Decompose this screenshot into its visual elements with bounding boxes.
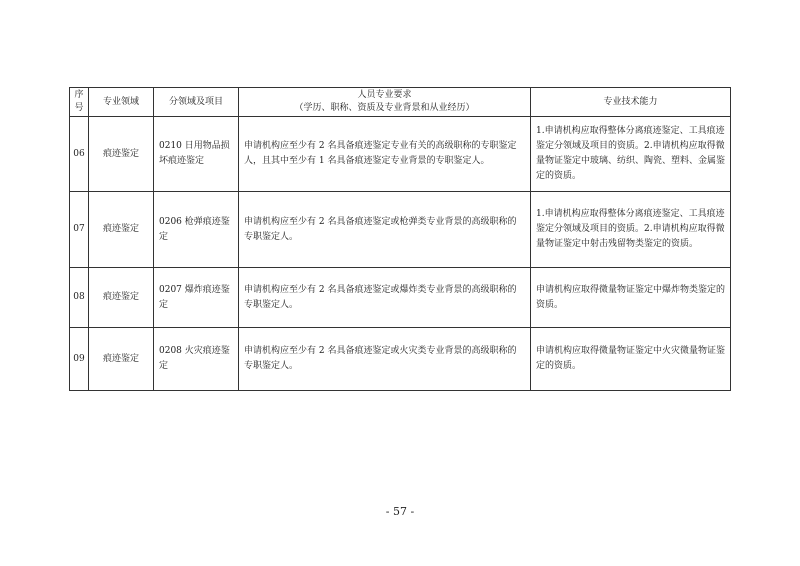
qualification-table [69, 87, 731, 391]
cell-subfield: 0208 火灾痕迹鉴定 [154, 328, 239, 391]
header-requirement-line2: （学历、职称、资质及专业背景和从业经历） [294, 103, 475, 113]
cell-ability: 申请机构应取得微量物证鉴定中火灾微量物证鉴定的资质。 [531, 328, 731, 391]
table-row [70, 192, 731, 268]
header-requirement [239, 88, 531, 117]
cell-subfield: 0207 爆炸痕迹鉴定 [154, 268, 239, 328]
cell-requirement: 申请机构应至少有 2 名具备痕迹鉴定专业有关的高级职称的专职鉴定人，且其中至少有 1 名具备痕迹鉴定专业背景的专职鉴定人。 [239, 117, 531, 192]
cell-field: 痕迹鉴定 [89, 268, 154, 328]
cell-ability: 1.申请机构应取得整体分离痕迹鉴定、工具痕迹鉴定分领域及项目的资质。2.申请机构应取得微量物证鉴定中射击残留物类鉴定的资质。 [531, 192, 731, 268]
cell-seq: 09 [70, 328, 89, 391]
cell-ability: 申请机构应取得微量物证鉴定中爆炸物类鉴定的资质。 [531, 268, 731, 328]
cell-seq: 07 [70, 192, 89, 268]
cell-subfield: 0210 日用物品损坏痕迹鉴定 [154, 117, 239, 192]
cell-field: 痕迹鉴定 [89, 117, 154, 192]
table-row [70, 328, 731, 391]
cell-requirement: 申请机构应至少有 2 名具备痕迹鉴定或枪弹类专业背景的高级职称的专职鉴定人。 [239, 192, 531, 268]
cell-seq: 06 [70, 117, 89, 192]
header-subfield: 分领域及项目 [154, 88, 239, 117]
cell-seq: 08 [70, 268, 89, 328]
cell-ability: 1.申请机构应取得整体分离痕迹鉴定、工具痕迹鉴定分领域及项目的资质。2.申请机构应取得微量物证鉴定中玻璃、纺织、陶瓷、塑料、金属鉴定的资质。 [531, 117, 731, 192]
header-field: 专业领域 [89, 88, 154, 117]
table-row [70, 268, 731, 328]
cell-requirement: 申请机构应至少有 2 名具备痕迹鉴定或爆炸类专业背景的高级职称的专职鉴定人。 [239, 268, 531, 328]
header-row [70, 88, 731, 117]
header-seq: 序号 [70, 88, 89, 117]
cell-subfield: 0206 枪弹痕迹鉴定 [154, 192, 239, 268]
page-number: - 57 - [385, 505, 415, 518]
cell-requirement: 申请机构应至少有 2 名具备痕迹鉴定或火灾类专业背景的高级职称的专职鉴定人。 [239, 328, 531, 391]
header-ability: 专业技术能力 [531, 88, 731, 117]
table-row [70, 117, 731, 192]
cell-field: 痕迹鉴定 [89, 192, 154, 268]
cell-field: 痕迹鉴定 [89, 328, 154, 391]
header-requirement-line1: 人员专业要求 [357, 90, 412, 100]
